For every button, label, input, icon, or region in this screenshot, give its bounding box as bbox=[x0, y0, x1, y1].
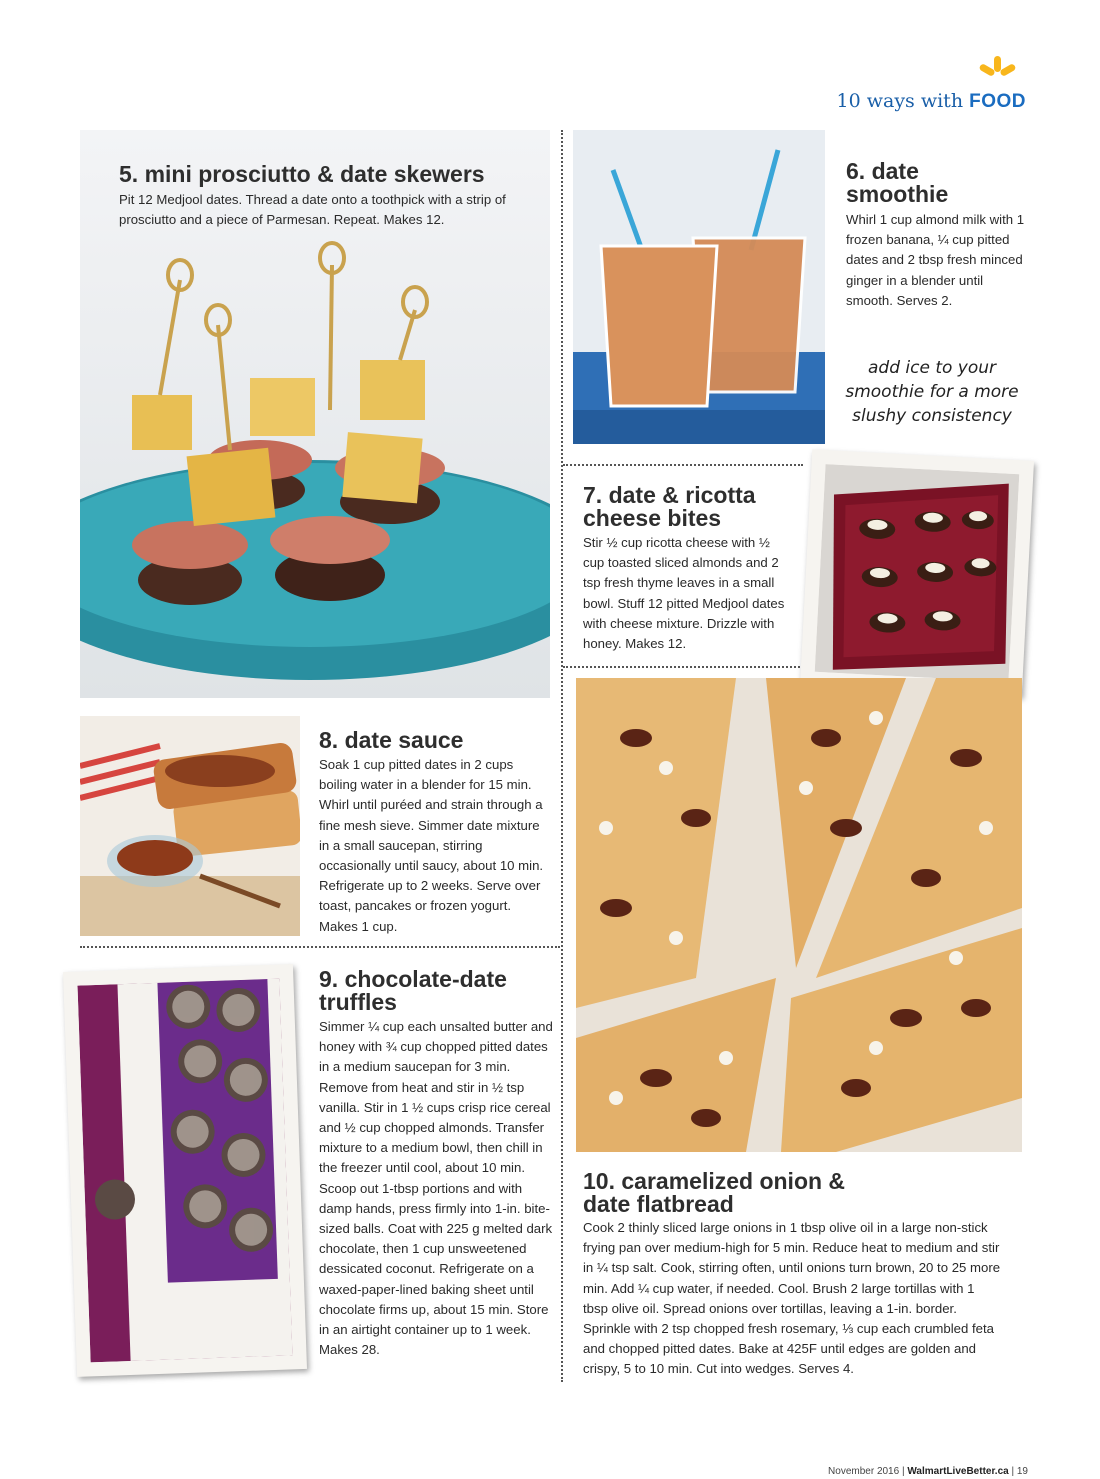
section-title-prefix: 10 ways with bbox=[836, 90, 964, 112]
recipe-7-body: Stir ½ cup ricotta cheese with ½ cup toasted sliced almonds and 2 tsp fresh thyme leaves in a small bowl. Stuff 12 pitted Medjool dates with cheese mixture. Drizzle with honey. Makes 12. bbox=[583, 535, 785, 652]
recipe-6-title bbox=[846, 160, 948, 206]
footer-site-link[interactable]: WalmartLiveBetter.ca bbox=[907, 1466, 1009, 1477]
recipe-6-body: Whirl 1 cup almond milk with 1 frozen banana, ¼ cup pitted dates and 2 tbsp fresh minced ginger in a blender until smooth. Serves 2. bbox=[846, 212, 1025, 308]
recipe-6-title-line1: date bbox=[871, 158, 919, 184]
recipe-7-number: 7. bbox=[583, 482, 603, 508]
recipe-6-title-line2: smoothie bbox=[846, 181, 949, 207]
recipe-10-title-line1: caramelized onion & bbox=[621, 1168, 846, 1194]
truffles-photo-frame bbox=[63, 964, 307, 1377]
walmart-spark-icon bbox=[962, 56, 1032, 92]
section-title bbox=[837, 90, 1026, 113]
recipe-5-body: Pit 12 Medjool dates. Thread a date onto a toothpick with a strip of prosciutto and a piece of Parmesan. Repeat. Makes 12. bbox=[119, 192, 506, 228]
recipe-5-title bbox=[119, 163, 485, 186]
ricotta-illustration bbox=[815, 464, 1020, 682]
recipe-5-title-text: mini prosciutto & date skewers bbox=[144, 161, 485, 187]
column-divider bbox=[561, 130, 563, 1382]
divider-8-9 bbox=[80, 946, 560, 948]
recipe-8-title-text: date sauce bbox=[344, 727, 464, 753]
smoothie-photo bbox=[573, 130, 825, 444]
footer-separator: | bbox=[1011, 1466, 1017, 1477]
recipe-10-body: Cook 2 thinly sliced large onions in 1 tbsp olive oil in a large non-stick frying pan over medium-high for 5 min. Reduce heat to medium and stir in ¼ tsp salt. Cook, stirring often, until onions turn brown, 20 to 25 more min. Add ¼ cup water, if needed. Cool. Brush 2 large tortillas with 1 tbsp olive oil. Spread onions over tortillas, leaving a 1-in. border. Sprinkle with 2 tsp chopped fresh rosemary, ⅓ cup each crumbled feta and chopped pitted dates. Bake at 425F until edges are golden and crispy, 5 to 10 min. Cut into wedges. Serves 4. bbox=[583, 1220, 1001, 1377]
divider-7-10 bbox=[563, 666, 803, 668]
recipe-5-number: 5. bbox=[119, 161, 139, 187]
flatbread-illustration bbox=[576, 678, 1022, 1152]
recipe-7-title-line2: cheese bites bbox=[583, 505, 722, 531]
recipe-10-number: 10. bbox=[583, 1168, 615, 1194]
recipe-9-number: 9. bbox=[319, 966, 339, 992]
page-number: 19 bbox=[1016, 1466, 1028, 1477]
truffles-illustration bbox=[77, 979, 292, 1363]
recipe-6-number: 6. bbox=[846, 158, 866, 184]
recipe-8-number: 8. bbox=[319, 727, 339, 753]
recipe-9-title bbox=[319, 968, 507, 1014]
recipe-8-body: Soak 1 cup pitted dates in 2 cups boiling water in a blender for 15 min. Whirl until puréed and strain through a fine mesh sieve. Simmer date mixture in a small saucepan, stirring occasionally until saucy, about 10 min. Refrigerate up to 2 weeks. Serve over toast, pancakes or frozen yogurt. Makes 1 cup. bbox=[319, 757, 544, 934]
recipe-9-title-line1: chocolate-date bbox=[344, 966, 507, 992]
recipe-9-body: Simmer ¼ cup each unsalted butter and honey with ¾ cup chopped pitted dates in a medium saucepan for 3 min. Remove from heat and stir in ½ tsp vanilla. Stir in 1 ½ cups crisp rice cereal and ½ cup chopped almonds. Transfer mixture to a medium bowl, then chill in the freezer until cool, about 10 min. Scoop out 1-tbsp portions and with damp hands, press firmly into 1-in. bite-sized balls. Coat with 225 g melted dark chocolate, then 1 cup unsweetened dessicated coconut. Refrigerate on a waxed-paper-lined baking sheet until chocolate firms up, about 15 min. Store in an airtight container up to 1 week. Makes 28. bbox=[319, 1019, 553, 1358]
date-sauce-illustration bbox=[80, 716, 300, 936]
flatbread-photo bbox=[576, 678, 1022, 1152]
page-footer bbox=[828, 1466, 1028, 1477]
recipe-9-title-line2: truffles bbox=[319, 989, 397, 1015]
recipe-10-title-line2: date flatbread bbox=[583, 1191, 734, 1217]
recipe-7-title bbox=[583, 484, 756, 530]
ricotta-photo-frame bbox=[800, 449, 1034, 696]
section-header bbox=[820, 58, 1040, 118]
section-title-brand: FOOD bbox=[969, 91, 1026, 112]
recipe-8-title bbox=[319, 729, 463, 752]
smoothie-illustration bbox=[573, 130, 825, 444]
footer-date: November 2016 bbox=[828, 1466, 900, 1477]
smoothie-tip-note: add ice to your smoothie for a more slushy consistency bbox=[845, 358, 1019, 426]
recipe-10-title bbox=[583, 1170, 845, 1216]
divider-6-7 bbox=[563, 464, 803, 466]
recipe-7-title-line1: date & ricotta bbox=[608, 482, 756, 508]
footer-separator: | bbox=[901, 1466, 908, 1477]
date-sauce-photo bbox=[80, 716, 300, 936]
